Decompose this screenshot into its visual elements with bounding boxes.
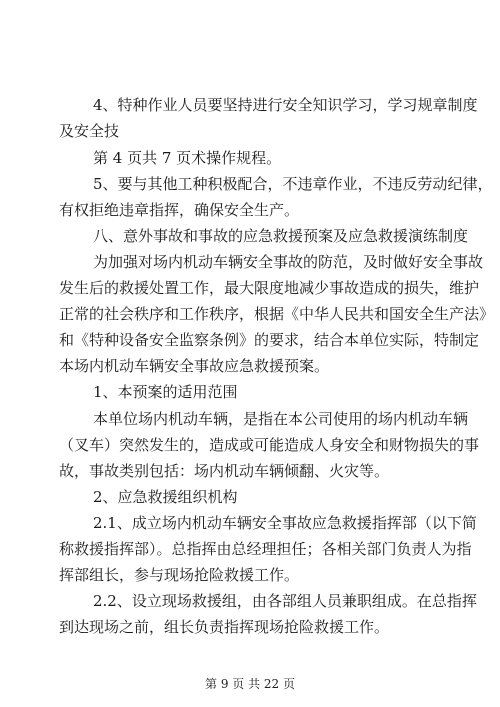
text-line: 本场内机动车辆安全事故应急救援预案。 — [59, 357, 330, 375]
text-line: 到达现场之前，组长负责指挥现场抢险救援工作。 — [59, 618, 390, 636]
text-line: 和《特种设备安全监察条例》的要求，结合本单位实际，特制定 — [59, 331, 480, 349]
text-line: 发生后的救援处置工作，最大限度地减少事故造成的损失，维护 — [59, 279, 480, 297]
text-line: （叉车）突然发生的，造成或可能造成人身安全和财物损失的事 — [59, 436, 480, 454]
text-line: 4、特种作业人员要坚持进行安全知识学习，学习规章制度 — [93, 96, 478, 114]
text-line: 5、要与其他工种积极配合，不违章作业，不违反劳动纪律， — [93, 175, 493, 193]
text-line: 为加强对场内机动车辆安全事故的防范，及时做好安全事故 — [93, 253, 484, 271]
text-line: 本单位场内机动车辆，是指在本公司使用的场内机动车辆 — [93, 410, 469, 428]
text-line: 正常的社会秩序和工作秩序，根据《中华人民共和国安全生产法》 — [59, 305, 495, 323]
text-line: 第 4 页共 7 页术操作规程。 — [93, 149, 282, 167]
text-line: 有权拒绝违章指挥，确保安全生产。 — [59, 201, 300, 219]
text-line: 挥部组长，参与现场抢险救援工作。 — [59, 566, 300, 584]
text-line: 2.1、成立场内机动车辆安全事故应急救援指挥部（以下简 — [93, 514, 477, 532]
page-number-footer: 第 9 页 共 22 页 — [205, 677, 295, 691]
text-line: 2.2、设立现场救援组，由各部组人员兼职组成。在总指挥 — [93, 592, 477, 610]
section-heading: 八、意外事故和事故的应急救援预案及应急救援演练制度 — [93, 227, 469, 245]
section-heading: 1、本预案的适用范围 — [93, 383, 238, 401]
text-line: 及安全技 — [59, 122, 120, 140]
section-heading: 2、应急救援组织机构 — [93, 488, 238, 506]
text-line: 故，事故类别包括：场内机动车辆倾翻、火灾等。 — [59, 462, 390, 480]
text-line: 称救援指挥部）。总指挥由总经理担任；各相关部门负责人为指 — [59, 540, 472, 558]
